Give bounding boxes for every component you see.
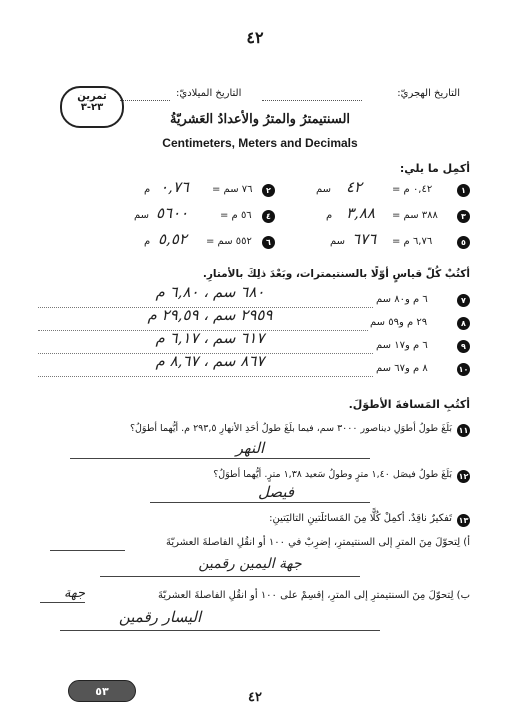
english-title: Centimeters, Meters and Decimals [162,136,358,150]
handwritten-answer: ٨٦٧ سم ، ٨,٦٧ م [155,352,265,370]
item-number-badge: ١٣ [458,516,469,525]
answer-line [150,502,370,503]
item-number-badge: ١٢ [458,472,469,481]
handwritten-answer: ٥,٥٢ [158,230,187,248]
item-number-badge: ٦ [262,236,275,249]
handwritten-answer: ٤٢ [346,178,363,196]
handwritten-answer: جهة اليمين رقمين [198,556,302,572]
hijri-date-label: التاريخ الهجريّ: [397,88,460,99]
item-number-badge: ٨ [457,317,470,330]
handwritten-answer: فيصل [257,483,295,501]
gregorian-date-label: التاريخ الميلاديّ: [176,88,242,99]
question-part-b: ب) لِتحوّلَ مِنَ السنتيمترِ إلى المترِ، إقسِمْ على ١٠٠ أو انقُلِ الفاصلةَ العشريّةَ [157,590,470,601]
arabic-title: السنتيمترُ والمترُ والأعدادُ العَشريّةُ [169,112,351,127]
item-number-badge: ٢ [262,184,275,197]
handwritten-answer-inline: جهة [64,586,85,601]
exercise-badge [60,86,124,128]
item-number-badge: ٣ [457,210,470,223]
item-number-badge: ٩ [457,340,470,353]
handwritten-answer: ٥٦٠٠ [156,204,189,222]
item-number-badge: ١١ [458,426,469,435]
handwritten-answer: النهر [235,439,265,457]
unit-text: م [326,210,333,221]
question-text: ٨ م و٦٧ سم [376,363,428,374]
handwritten-answer: ٢٩٥٩ سم ، ٢٩,٥٩ م [147,306,273,324]
section2-instruction: أكتُبْ كُلّ قياسٍ أوّلًا بالسنتيمترات، وبَعْدَ ذلِكَ بالأمتارِ. [202,268,470,280]
unit-text: م [144,236,151,247]
handwritten-answer: ٣,٨٨ [346,204,375,222]
question-text: بَلَغَ طولُ أطوَلِ ديناصور ٣٠٠٠ سم، فيما بلَغَ طولُ أحَدِ الأنهارِ ٢٩٣,٥ م. أيُّهما أطوَلُ؟ [129,423,452,434]
unit-text: سم [316,184,332,195]
footer-page-badge: ٥٣ [68,680,136,702]
question-text: ٣٨٨ سم = [392,210,438,221]
question-text: ٦ م و١٧ سم [376,340,428,351]
question-text: ٦ م و٨٠ سم [376,294,428,305]
item-number-badge: ٧ [457,294,470,307]
unit-text: سم [330,236,346,247]
item-number-badge: ٥ [457,236,470,249]
question-text: ٠,٤٢ م = [392,184,433,195]
section1-instruction: أكمِل ما يلي: [399,162,470,175]
bottom-page-number: ٤٢ [248,690,262,705]
question-text: ٥٦ م = [220,210,252,221]
answer-line [60,630,380,631]
handwritten-answer: ٦١٧ سم ، ٦,١٧ م [155,329,265,347]
question-part-a: أ) لِتحوّلَ مِنَ المترِ إلى السنتيمترِ، إضرِبْ في ١٠٠ أو انقُلِ الفاصلةَ العشريّةَ [166,537,470,548]
handwritten-answer: ٦٨٠ سم ، ٦,٨٠ م [155,283,265,301]
answer-line [100,576,360,577]
top-page-number: ٤٢ [246,28,264,47]
answer-line [70,458,370,459]
question-text: تَفكيرٌ ناقِدٌ. أكمِلْ كُلًّا مِنَ المَسائلَتينِ التاليَتينِ: [269,513,452,524]
question-text: ٦,٧٦ م = [392,236,433,247]
section3-instruction: أكتُبِ المَسافةَ الأطوَلَ. [348,398,470,411]
gregorian-date-line [120,100,170,101]
handwritten-answer: اليسار رقمين [118,608,202,626]
hijri-date-line [262,100,362,101]
handwritten-answer: ٠,٧٦ [160,178,189,196]
handwritten-answer: ٦٧٦ [352,230,377,248]
question-text: ٥٥٢ سم = [206,236,252,247]
answer-line [50,550,125,551]
item-number-badge: ١٠ [458,365,469,374]
exercise-number: ٢٣-٣ [80,102,104,113]
exercise-label: تمرين [77,91,107,102]
unit-text: م [144,184,151,195]
question-text: بَلَغَ طولُ فيصَل ١,٤٠ مترٍ وطولُ سَعيد ١,٣٨ مترٍ. أيُّهما أطوَلُ؟ [213,469,452,480]
question-text: ٧٦ سم = [212,184,253,195]
item-number-badge: ٤ [262,210,275,223]
item-number-badge: ١ [457,184,470,197]
answer-line [38,376,373,377]
question-text: ٢٩ م و٥٩ سم [370,317,428,328]
unit-text: سم [134,210,150,221]
answer-line [40,602,85,603]
